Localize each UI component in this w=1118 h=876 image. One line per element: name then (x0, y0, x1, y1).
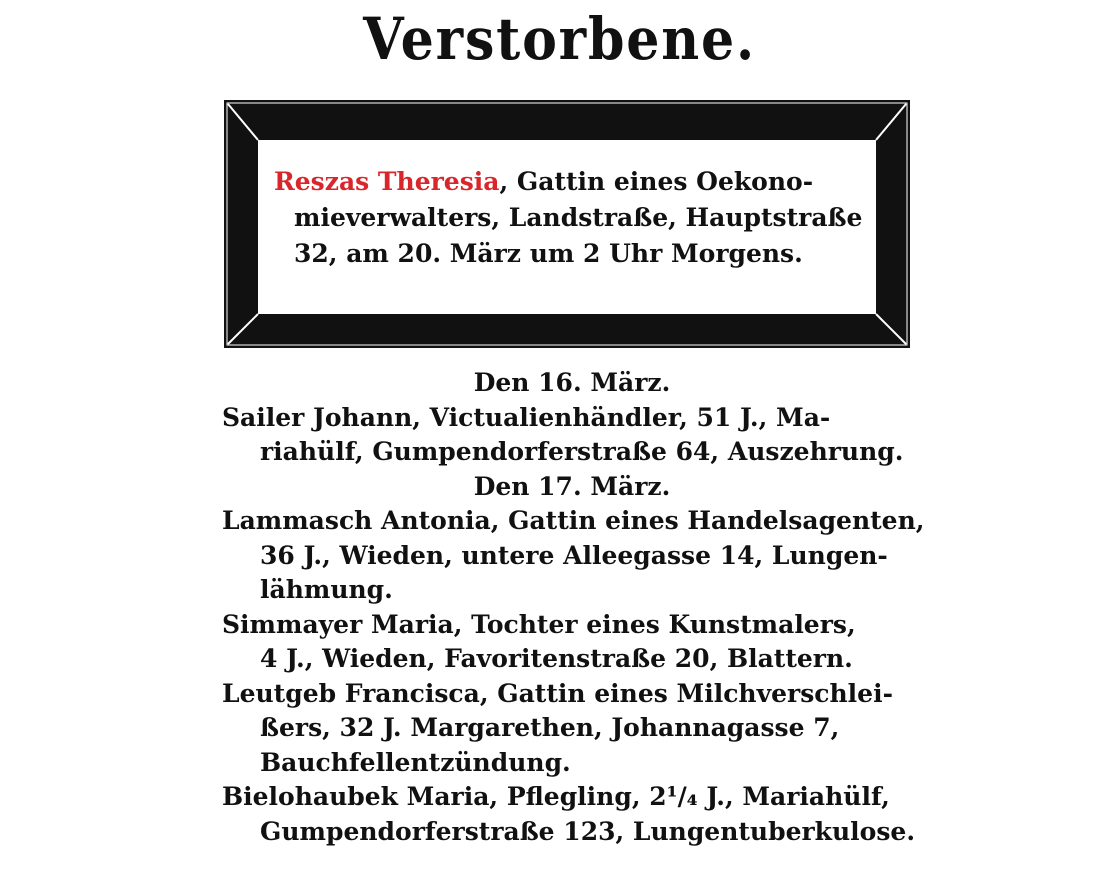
notice-line-1-rest: , Gattin eines Oekono- (499, 167, 814, 196)
date-heading: Den 16. März. (473, 368, 671, 397)
entry-line: lähmung. (260, 575, 393, 604)
entry-line: Simmayer Maria, Tochter eines Kunstmalers, (222, 609, 856, 639)
entry-line: Lammasch Antonia, Gattin eines Handelsagenten, (222, 506, 925, 535)
page-title: Verstorbene. (363, 5, 757, 73)
entry-line: Sailer Johann, Victualienhändler, 51 J., Ma- (222, 402, 831, 432)
death-notices-list (222, 366, 925, 849)
date-heading: Den 17. März. (473, 471, 671, 501)
mourning-notice-frame (224, 100, 910, 348)
notice-line-1 (274, 164, 864, 200)
notice-line-3: 32, am 20. März um 2 Uhr Morgens. (294, 239, 803, 268)
entry-line: 4 J., Wieden, Favoritenstraße 20, Blattern. (260, 644, 853, 673)
entry-line: ßers, 32 J. Margarethen, Johannagasse 7, (260, 713, 840, 742)
entry-line: Bauchfellentzündung. (260, 747, 571, 777)
entry-line: Leutgeb Francisca, Gattin eines Milchverschlei- (222, 678, 893, 708)
notice-line-2: mieverwalters, Landstraße, Hauptstraße (294, 203, 863, 232)
entry-line: riahülf, Gumpendorferstraße 64, Auszehrung. (260, 437, 904, 466)
mourning-notice-text (274, 164, 864, 272)
entry-line: Bielohaubek Maria, Pflegling, 2¹/₄ J., Mariahülf, (222, 782, 890, 811)
entry-line: Gumpendorferstraße 123, Lungentuberkulose. (260, 816, 916, 846)
entry-line: 36 J., Wieden, untere Alleegasse 14, Lungen- (260, 540, 888, 570)
deceased-name-highlight: Reszas Theresia (274, 167, 500, 196)
